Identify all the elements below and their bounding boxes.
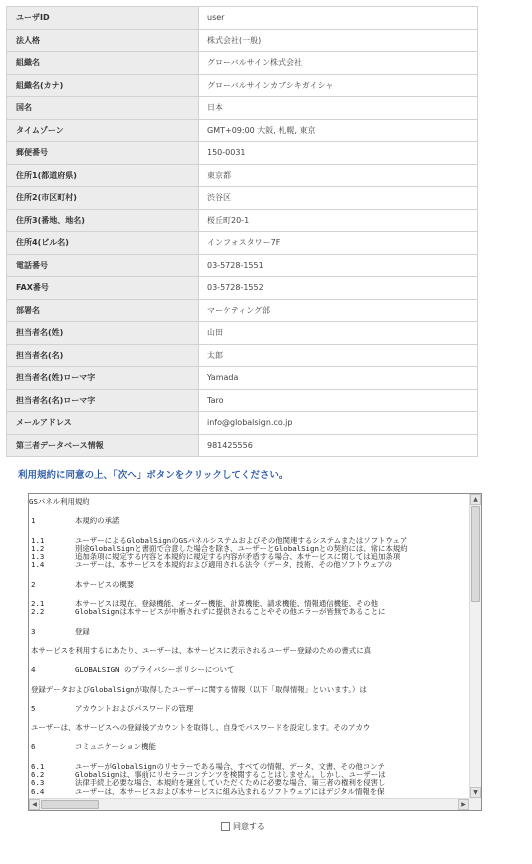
vertical-scrollbar[interactable] bbox=[469, 494, 481, 798]
field-value: Yamada bbox=[199, 367, 478, 390]
terms-line-number: 6.2 bbox=[31, 770, 45, 780]
terms-line-number: 6 bbox=[31, 742, 36, 752]
field-value: 150-0031 bbox=[199, 142, 478, 165]
field-value: GMT+09:00 大阪, 札幌, 東京 bbox=[199, 119, 478, 142]
terms-text bbox=[29, 498, 469, 796]
field-value: 太郎 bbox=[199, 344, 478, 367]
user-info-row bbox=[7, 7, 478, 30]
user-info-row bbox=[7, 52, 478, 75]
field-label: 郵便番号 bbox=[7, 142, 199, 165]
field-value: 渋谷区 bbox=[199, 187, 478, 210]
terms-line: 本サービスを利用するにあたり、ユーザーは、本サービスに表示されるユーザー登録のための書式に真 bbox=[31, 645, 371, 655]
scroll-up-button[interactable]: ▲ bbox=[470, 494, 481, 505]
terms-line-number: 2.2 bbox=[31, 607, 45, 617]
scroll-right-button[interactable]: ▶ bbox=[458, 799, 469, 810]
terms-line bbox=[29, 561, 469, 569]
terms-line-text: 法律手続上必要な場合、本規約を運営していただくために必要な場合、第三者の権利を侵害し bbox=[75, 778, 386, 788]
field-value: インフォスタワー7F bbox=[199, 232, 478, 255]
scrollbar-corner bbox=[469, 798, 481, 810]
field-label: FAX番号 bbox=[7, 277, 199, 300]
terms-line bbox=[29, 666, 469, 674]
field-label: ユーザID bbox=[7, 7, 199, 30]
terms-line-text: ユーザーは、本サービスを本規約および適用される法令（データ、技術、その他ソフトウェアの bbox=[75, 560, 393, 570]
terms-line-text: 追加条項に規定する内容と本規約に規定する内容が矛盾する場合、本サービスに関しては追加条項 bbox=[75, 552, 401, 562]
terms-line bbox=[29, 743, 469, 751]
terms-of-service-box[interactable] bbox=[28, 493, 482, 811]
terms-line-number: 6.3 bbox=[31, 778, 45, 788]
terms-line-number: 2 bbox=[31, 579, 36, 589]
field-value: 山田 bbox=[199, 322, 478, 345]
field-label: 組織名(カナ) bbox=[7, 74, 199, 97]
field-value: user bbox=[199, 7, 478, 30]
terms-line-number: 6.4 bbox=[31, 786, 45, 796]
field-label: 国名 bbox=[7, 97, 199, 120]
terms-line-number: 1.1 bbox=[31, 535, 45, 545]
user-info-row bbox=[7, 389, 478, 412]
horizontal-scrollbar[interactable] bbox=[29, 798, 469, 810]
user-info-row bbox=[7, 344, 478, 367]
terms-line-text: 本サービスの概要 bbox=[75, 579, 135, 589]
field-label: 組織名 bbox=[7, 52, 199, 75]
field-label: 住所1(都道府県) bbox=[7, 164, 199, 187]
terms-line-text: ユーザーは、本サービスおよび本サービスに組み込まれるソフトウェアにはデジタル情報を保 bbox=[75, 786, 385, 796]
user-info-row bbox=[7, 74, 478, 97]
terms-line: ユーザーは、本サービスへの登録後アカウントを取得し、自身でパスワードを設定します。そのアカウ bbox=[31, 723, 371, 733]
terms-line-number: 3 bbox=[31, 626, 36, 636]
terms-line bbox=[29, 628, 469, 636]
field-value: 981425556 bbox=[199, 434, 478, 457]
user-info-row bbox=[7, 119, 478, 142]
user-info-row bbox=[7, 97, 478, 120]
field-label: 第三者データベース情報 bbox=[7, 434, 199, 457]
terms-line-text: コミュニケーション機能 bbox=[75, 742, 156, 752]
user-info-row bbox=[7, 434, 478, 457]
terms-instruction: 利用規約に同意の上、「次へ」ボタンをクリックしてください。 bbox=[18, 470, 289, 481]
terms-line-text: 本規約の承諾 bbox=[75, 516, 120, 526]
terms-line-number: 1.2 bbox=[31, 543, 45, 553]
field-value: 日本 bbox=[199, 97, 478, 120]
field-label: 担当者名(名)ローマ字 bbox=[7, 389, 199, 412]
field-value: info@globalsign.co.jp bbox=[199, 412, 478, 435]
terms-line bbox=[29, 788, 469, 796]
terms-line-text: ユーザーによるGlobalSignのGSパネルシステムおよびその他関連するシステムまたはソフトウェア bbox=[75, 535, 408, 545]
user-info-row bbox=[7, 29, 478, 52]
field-value: グローバルサインカブシキガイシャ bbox=[199, 74, 478, 97]
agree-checkbox[interactable] bbox=[221, 822, 230, 831]
terms-line-number: 1.4 bbox=[31, 560, 45, 570]
terms-line-number: 6.1 bbox=[31, 761, 45, 771]
scroll-down-button[interactable]: ▼ bbox=[470, 787, 481, 798]
terms-viewport bbox=[29, 494, 469, 798]
field-label: 部署名 bbox=[7, 299, 199, 322]
user-info-row bbox=[7, 299, 478, 322]
agree-label: 同意する bbox=[233, 822, 265, 831]
field-value: Taro bbox=[199, 389, 478, 412]
field-label: メールアドレス bbox=[7, 412, 199, 435]
user-info-table bbox=[6, 6, 478, 457]
terms-line-number: 2.1 bbox=[31, 599, 45, 609]
user-info-row bbox=[7, 322, 478, 345]
field-label: 住所2(市区町村) bbox=[7, 187, 199, 210]
user-info-row bbox=[7, 209, 478, 232]
terms-line bbox=[29, 517, 469, 525]
field-label: 法人格 bbox=[7, 29, 199, 52]
vertical-scroll-thumb[interactable] bbox=[471, 506, 480, 602]
agree-checkbox-row[interactable] bbox=[221, 821, 265, 832]
horizontal-scroll-thumb[interactable] bbox=[41, 800, 99, 809]
field-label: 電話番号 bbox=[7, 254, 199, 277]
terms-line bbox=[29, 608, 469, 616]
field-label: タイムゾーン bbox=[7, 119, 199, 142]
user-info-table-body bbox=[7, 7, 478, 457]
terms-line bbox=[29, 617, 469, 628]
field-value: 株式会社(一般) bbox=[199, 29, 478, 52]
terms-line-text: 登録 bbox=[75, 626, 90, 636]
scroll-left-button[interactable]: ◀ bbox=[29, 799, 40, 810]
field-label: 担当者名(姓) bbox=[7, 322, 199, 345]
field-label: 担当者名(姓)ローマ字 bbox=[7, 367, 199, 390]
field-value: グローバルサイン株式会社 bbox=[199, 52, 478, 75]
user-info-row bbox=[7, 367, 478, 390]
terms-line-text: 本サービスは現在、登録機能、オーダー機能、計算機能、請求機能、情報通信機能、その他 bbox=[75, 599, 379, 609]
terms-line bbox=[29, 675, 469, 686]
user-info-row bbox=[7, 277, 478, 300]
field-value: 03-5728-1552 bbox=[199, 277, 478, 300]
field-label: 担当者名(名) bbox=[7, 344, 199, 367]
terms-line: GSパネル利用規約 bbox=[29, 497, 90, 506]
terms-line-text: GLOBALSIGN のプライバシーポリシーについて bbox=[75, 665, 235, 675]
field-value: 03-5728-1551 bbox=[199, 254, 478, 277]
user-info-row bbox=[7, 254, 478, 277]
field-label: 住所4(ビル名) bbox=[7, 232, 199, 255]
user-info-row bbox=[7, 142, 478, 165]
terms-line bbox=[29, 581, 469, 589]
field-value: 桜丘町20-1 bbox=[199, 209, 478, 232]
terms-line-text: GlobalSignは本サービスが中断されずに提供されることやその他エラーが皆無であることに bbox=[75, 607, 386, 617]
user-info-row bbox=[7, 164, 478, 187]
terms-line-number: 4 bbox=[31, 665, 36, 675]
terms-line-number: 1.3 bbox=[31, 552, 45, 562]
user-info-row bbox=[7, 412, 478, 435]
terms-line-number: 1 bbox=[31, 516, 36, 526]
terms-line-text: GlobalSignは、事前にリセラーコンテンツを検閲することはしません。しかし、ユーザーは bbox=[75, 770, 386, 780]
terms-line-text: アカウントおよびパスワードの管理 bbox=[75, 703, 194, 713]
terms-line-text: ユーザーがGlobalSignのリセラーである場合、すべての情報、データ、文書、その他コンテ bbox=[75, 761, 385, 771]
terms-line bbox=[29, 705, 469, 713]
terms-line-number: 5 bbox=[31, 703, 36, 713]
field-value: マーケティング部 bbox=[199, 299, 478, 322]
field-label: 住所3(番地、地名) bbox=[7, 209, 199, 232]
user-info-row bbox=[7, 232, 478, 255]
field-value: 東京都 bbox=[199, 164, 478, 187]
user-info-row bbox=[7, 187, 478, 210]
terms-line-text: 別途GlobalSignと書面で合意した場合を除き、ユーザーとGlobalSignとの契約には、常に本規約 bbox=[75, 543, 408, 553]
terms-line: 登録データおよびGlobalSignが取得したユーザーに関する情報（以下「取得情報」といいます。）は bbox=[31, 684, 367, 694]
